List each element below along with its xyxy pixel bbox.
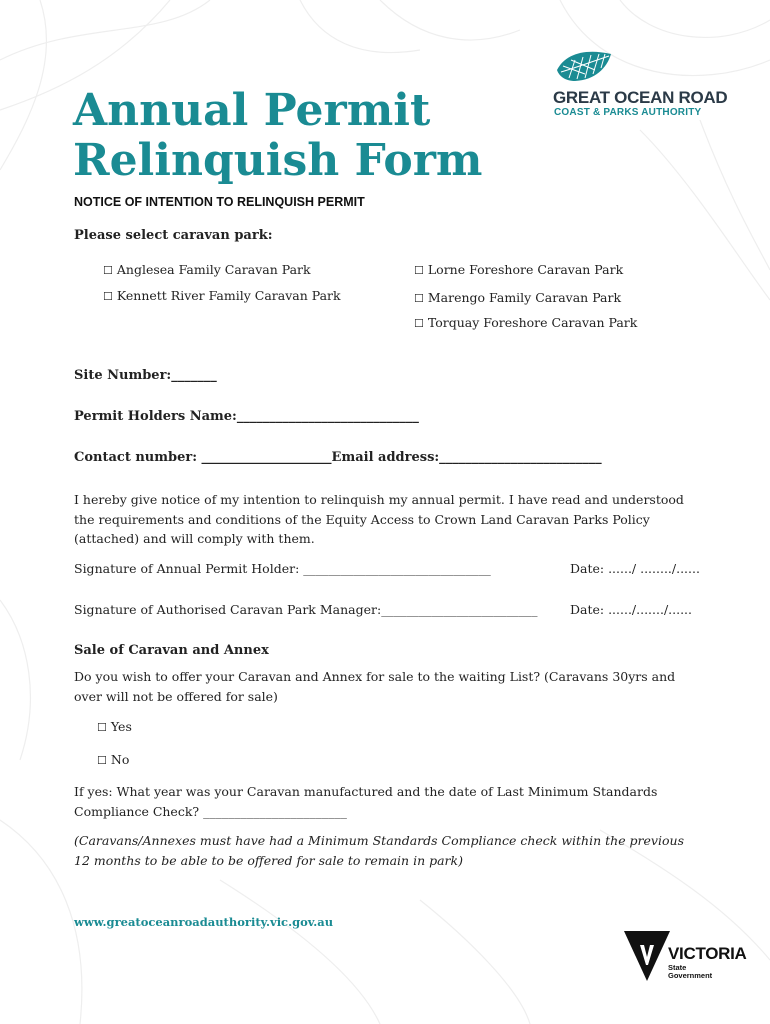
park-option-label: Lorne Foreshore Caravan Park [427, 262, 624, 277]
checkbox-icon[interactable]: ☐ [103, 264, 113, 277]
checkbox-icon[interactable]: ☐ [414, 264, 424, 277]
manager-date-field[interactable]: Date: ....../......./...... [570, 602, 692, 617]
sale-option-label: No [110, 752, 130, 767]
park-select-prompt: Please select caravan park: [74, 228, 273, 243]
checkbox-icon[interactable]: ☐ [414, 292, 424, 305]
sale-question: Do you wish to offer your Caravan and Annex for sale to the waiting List? (Caravans 30yrs and over will not be offered for sale) [74, 669, 676, 704]
park-option-torquay[interactable] [414, 315, 637, 330]
sale-option-yes[interactable] [97, 719, 132, 734]
logo-name: GREAT OCEAN ROAD [553, 88, 728, 107]
declaration-text: I hereby give notice of my intention to relinquish my annual permit. I have read and understood the requirements and conditions of the Equity Access to Crown Land Caravan Parks Policy (attached) and will comply with them. [74, 492, 684, 546]
manufacture-year-question[interactable]: If yes: What year was your Caravan manufactured and the date of Last Minimum Standards Compliance Check? _______________________ [74, 784, 658, 819]
victoria-state-label: State [668, 963, 687, 972]
park-option-label: Anglesea Family Caravan Park [116, 262, 311, 277]
victoria-triangle-icon [624, 931, 670, 981]
manager-signature-field[interactable]: Signature of Authorised Caravan Park Manager:_________________________ [74, 602, 538, 617]
park-option-label: Torquay Foreshore Caravan Park [427, 315, 638, 330]
park-option-label: Kennett River Family Caravan Park [116, 288, 341, 303]
form-title-line2: Relinquish Form [73, 135, 483, 186]
form-title-line1: Annual Permit [73, 85, 431, 136]
site-number-field[interactable]: Site Number:_______ [74, 368, 217, 383]
park-option-anglesea[interactable] [103, 262, 311, 277]
victoria-government-label: Government [668, 971, 713, 980]
checkbox-icon[interactable]: ☐ [103, 290, 113, 303]
holder-signature-field[interactable]: Signature of Annual Permit Holder: ______________________________ [74, 561, 491, 576]
park-option-label: Marengo Family Caravan Park [427, 290, 622, 305]
sale-option-no[interactable] [97, 752, 129, 767]
victoria-name: VICTORIA [668, 944, 747, 963]
sale-option-label: Yes [110, 719, 132, 734]
logo-subtitle: COAST & PARKS AUTHORITY [554, 107, 702, 118]
permit-holder-name-field[interactable]: Permit Holders Name:____________________________ [74, 409, 419, 424]
park-option-marengo[interactable] [414, 290, 621, 305]
checkbox-icon[interactable]: ☐ [97, 754, 107, 767]
sale-heading: Sale of Caravan and Annex [74, 643, 269, 658]
holder-date-field[interactable]: Date: ....../ ......../...... [570, 561, 700, 576]
checkbox-icon[interactable]: ☐ [97, 721, 107, 734]
park-option-kennett-river[interactable] [103, 288, 341, 303]
leaf-logo-icon [555, 48, 613, 82]
notice-heading: NOTICE OF INTENTION TO RELINQUISH PERMIT [74, 195, 365, 209]
park-option-lorne[interactable] [414, 262, 623, 277]
footer-url-link[interactable]: www.greatoceanroadauthority.vic.gov.au [74, 915, 334, 929]
compliance-note: (Caravans/Annexes must have had a Minimum Standards Compliance check within the previous 12 months to be able to be offered for sale to remain in park) [74, 833, 684, 868]
checkbox-icon[interactable]: ☐ [414, 317, 424, 330]
contact-email-field[interactable]: Contact number: ____________________Email address:_________________________ [74, 450, 602, 465]
